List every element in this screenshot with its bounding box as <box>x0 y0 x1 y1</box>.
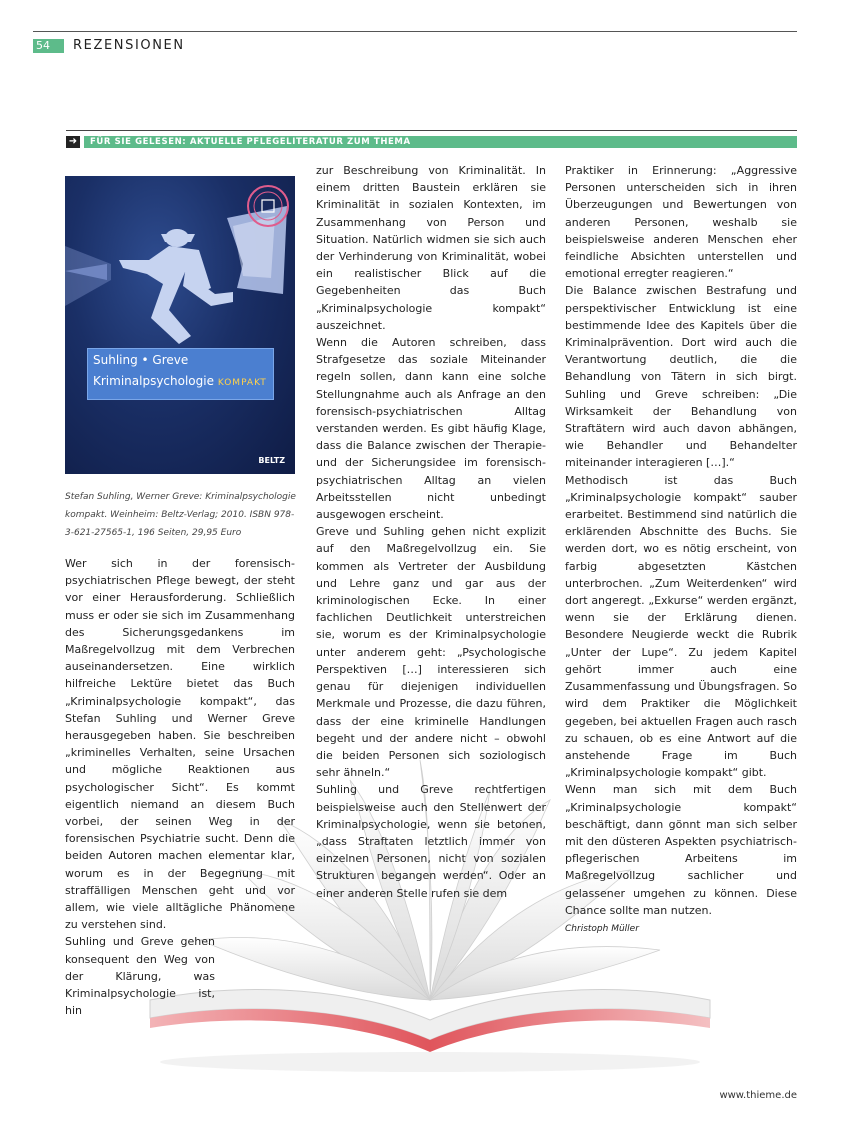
paragraph: Methodisch ist das Buch „Kriminalpsychologie kompakt“ sauber erarbeitet. Bestimmend sind natürlich die erklärenden Abschnitte des Buchs. Sie werden dort, wo es nötig erscheint, von farbig abgesetzten Kästchen unterbrochen. „Zum Weiterdenken“ wird dort angeregt. „Exkurse“ werden ergänzt, wenn sie der Erklärung dienen. Besondere Neugierde weckt die Rubrik „Unter der Lupe“. Zu jedem Kapitel gehört immer auch eine Zusammenfassung und Übungsfragen. So wird dem Praktiker die Möglichkeit gegeben, bei aktuellen Fragen auch rasch zu schauen, ob es eine Antwort auf die anstehende Frage im Buch „Kriminalpsychologie kompakt“ gibt. <box>565 473 797 780</box>
cover-authors: Suhling • Greve <box>93 353 189 367</box>
paragraph: Suhling und Greve gehen konsequent den Weg von der Klärung, was Kriminalpsychologie ist, hin <box>65 935 215 1018</box>
cover-badge: KOMPAKT <box>217 378 267 388</box>
paragraph: Wer sich in der forensisch-psychiatrischen Pflege bewegt, der steht vor einer Herausforderung. Schließlich muss er oder sie sich im Zusammenhang des Sicherungsgedankens im Maßregelvollzug mit dem Verbrechen auseinandersetzen. Eine wirklich hilfreiche Lektüre bietet das Buch „Kriminalpsychologie kompakt“, das Stefan Suhling und Werner Greve herausgegeben haben. Sie beschreiben „kriminelles Verhalten, seine Ursachen und mögliche Reaktionen aus psychologischer Sicht“. Es kommt eigentlich niemand an diesem Buch vorbei, der seinen Weg in der forensischen Psychiatrie sucht. Denn die beiden Autoren machen elementar klar, worum es in der Begegnung mit straffälligen Menschen geht und vor allem, wie viele alltägliche Phänomene zu verstehen sind. <box>65 557 295 932</box>
author-signature: Christoph Müller <box>565 923 639 934</box>
cover-title <box>93 374 267 388</box>
paragraph: Wenn man sich mit dem Buch „Kriminalpsychologie kompakt“ beschäftigt, dann gönnt man sich selber mit den düsteren Aspekten psychiatrisch-pflegerischen Arbeitens im Maßregelvollzug sachlicher und gelassener umgehen zu können. Diese Chance sollte man nutzen. <box>565 783 797 917</box>
paragraph: Wenn die Autoren schreiben, dass Strafgesetze das soziale Miteinander regeln sollen, dann kann eine solche Stellungnahme auch als Anfrage an den forensisch-psychiatrischen Alltag verstanden werden. Es gibt häufig Klage, dass die Balance zwischen der Therapie- und der Sicherungsidee im forensisch-psychiatrischen Alltag an vielen Arbeitsstellen nicht unbedingt ausgewogen erscheint. <box>316 336 546 522</box>
arrow-right-icon: ➜ <box>66 136 80 148</box>
footer-url[interactable]: www.thieme.de <box>719 1090 797 1101</box>
section-banner: FÜR SIE GELESEN: AKTUELLE PFLEGELITERATUR ZUM THEMA <box>84 136 797 148</box>
text-column-1 <box>65 555 295 1019</box>
paragraph: Greve und Suhling gehen nicht explizit auf den Maßregelvollzug ein. Sie kommen als Vertreter der Ausbildung und Lehre ganz und gar aus der kriminologischen Ecke. In einer fachlichen Deutlichkeit unterstreichen sie, worum es der Kriminalpsychologie unter anderem geht: „Psychologische Perspektiven […] interessieren sich genau für diejenigen individuellen Merkmale und Prozesse, die dazu führen, dass der eine kriminelle Handlungen begeht und der andere nicht – obwohl die beiden Personen sich soziologisch sehr ähneln.“ <box>316 525 546 780</box>
cover-publisher: BELTZ <box>258 456 285 465</box>
banner-rule <box>66 130 797 131</box>
book-caption: Stefan Suhling, Werner Greve: Kriminalpsychologie kompakt. Weinheim: Beltz-Verlag; 2010. ISBN 978-3-621-27565-1, 196 Seiten, 29,95 Euro <box>65 492 296 538</box>
text-column-2 <box>316 162 546 902</box>
paragraph: Die Balance zwischen Bestrafung und perspektivischer Entwicklung ist eine bestimmende Idee des Kapitels über die Kriminalprävention. Dort wird auch die Verantwortung deutlich, die die Behandlung von Tätern in sich birgt. Suhling und Greve schreiben: „Die Wirksamkeit der Behandlung von Straftätern wird auch davon abhängen, wie Behandler und Behandelter miteinander interagieren […].“ <box>565 284 797 470</box>
page-number: 54 <box>33 39 64 53</box>
section-title: REZENSIONEN <box>73 38 185 53</box>
paragraph: zur Beschreibung von Kriminalität. In einem dritten Baustein erklären sie Kriminalität in sozialen Kontexten, im Zusammenhang von Person und Situation. Natürlich widmen sie sich auch der Verhinderung von Kriminalität, wobei ein realistischer Blick auf die Gegebenheiten das Buch „Kriminalpsychologie kompakt“ auszeichnet. <box>316 164 546 332</box>
book-cover-image <box>65 176 295 474</box>
cover-title-text: Kriminalpsychologie <box>93 374 214 388</box>
paragraph: Praktiker in Erinnerung: „Aggressive Personen unterscheiden sich in ihren Überzeugungen und Bewertungen von anderen Personen, weshalb sie beispielsweise anderen Menschen eher feindliche Absichten unterstellen und emotional erregter reagieren.“ <box>565 164 797 281</box>
header-rule <box>33 31 797 32</box>
cover-illustration <box>65 176 295 474</box>
paragraph: Suhling und Greve rechtfertigen beispielsweise auch den Stellenwert der Kriminalpsychologie, wenn sie betonen, „dass Straftaten letztlich immer von einzelnen Personen, nicht von sozialen Strukturen begangen werden“. Oder an einer anderen Stelle rufen sie dem <box>316 783 546 900</box>
text-column-3 <box>565 162 797 938</box>
